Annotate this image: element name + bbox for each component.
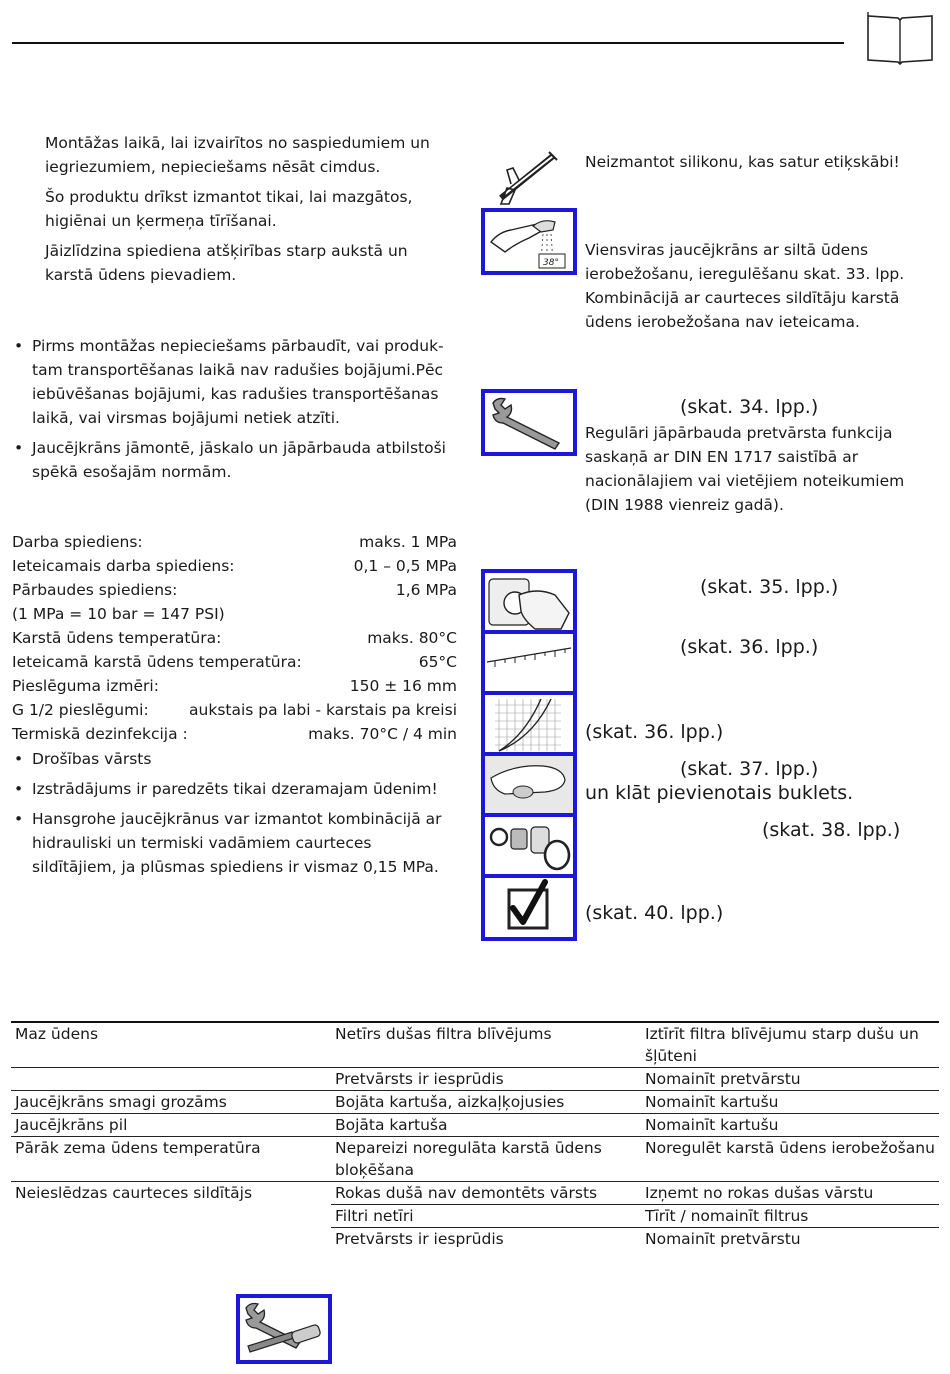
table-row: Pretvārsts ir iesprūdis Nomainīt pretvārstu — [11, 1068, 939, 1091]
intro-gloves: Montāžas laikā, lai izvairītos no saspiedumiem un iegriezumiem, nepieciešams nēsāt cimdus. — [45, 134, 430, 176]
intro-usage: Šo produktu drīkst izmantot tikai, lai mazgātos, higiēnai un ķermeņa tīrīšanai. — [45, 188, 413, 230]
flow-chart-icon — [481, 691, 577, 758]
spec-table — [12, 530, 457, 746]
ref-36-b: (skat. 36. lpp.) — [585, 721, 724, 743]
checkmark-icon — [481, 874, 577, 941]
safety-bullets — [12, 334, 457, 484]
hand-turning-icon — [481, 569, 577, 636]
table-row: Pārāk zema ūdens temperatūra Nepareizi noregulāta karstā ūdens bloķēšana Noregulēt karstā ūdens ierobežošanu — [11, 1137, 939, 1182]
table-row: Maz ūdens Netīrs dušas filtra blīvējums Iztīrīt filtra blīvējumu starp dušu un šļūteni — [11, 1023, 939, 1068]
booklet-note: un klāt pievienotais buklets. — [585, 782, 854, 804]
spec-row: Ieteicamais darba spiediens: 0,1 – 0,5 MPa — [12, 557, 457, 575]
table-row: Jaucējkrāns smagi grozāms Bojāta kartuša, aizkaļķojusies Nomainīt kartušu — [11, 1091, 939, 1114]
spec-row: Termiskā dezinfekcija : maks. 70°C / 4 min — [12, 725, 457, 743]
bullet-inspect: • Pirms montāžas nepieciešams pārbaudīt, vai produk-tam transportēšanas laikā nav radušies bojājumi.Pēc iebūvēšanas bojājumi, kas radušies transportēšanas laikā, vai virsmas bojājumi netiek atzīti. — [12, 334, 457, 430]
table-row: Neieslēdzas caurteces sildītājs Rokas dušā nav demontēts vārsts Izņemt no rokas dušas vārstu — [11, 1182, 939, 1205]
ref-40: (skat. 40. lpp.) — [585, 902, 724, 924]
intro-paragraphs — [45, 131, 455, 287]
ref-36-a: (skat. 36. lpp.) — [680, 636, 819, 658]
hand-cleaning-icon — [481, 752, 577, 819]
wrench-icon — [481, 389, 577, 456]
ref-37: (skat. 37. lpp.) — [680, 758, 819, 780]
intro-pressure: Jāizlīdzina spiediena atšķirības starp aukstā un karstā ūdens pievadiem. — [45, 242, 408, 284]
silicone-warning: Neizmantot silikonu, kas satur etiķskābi! — [585, 153, 900, 171]
valve-check-note: Regulāri jāpārbauda pretvārsta funkcija saskaņā ar DIN EN 1717 saistībā ar nacionālajiem vai vietējiem noteikumiem (DIN 1988 vienreiz gadā). — [585, 424, 905, 514]
bullet-install: • Jaucējkrāns jāmontē, jāskalo un jāpārbauda atbilstoši spēkā esošajām normām. — [12, 436, 457, 484]
shower-temperature-icon — [481, 208, 577, 275]
ref-35: (skat. 35. lpp.) — [700, 576, 839, 598]
limiter-note: Viensviras jaucējkrāns ar siltā ūdens ierobežošanu, ieregulēšanu skat. 33. lpp. Kombinācijā ar caurteces sildītāju karstā ūdens ierobežošana nav ieteicama. — [585, 241, 905, 331]
silicone-gun-icon — [493, 150, 559, 206]
table-row: Filtri netīri Tīrīt / nomainīt filtrus — [11, 1205, 939, 1228]
temperature-label: 38° — [543, 258, 559, 268]
bullet-safety-valve: • Drošības vārsts — [12, 747, 457, 771]
table-row: Pretvārsts ir iesprūdis Nomainīt pretvārstu — [335, 1230, 801, 1248]
bullet-heaters: • Hansgrohe jaucējkrānus var izmantot kombinācijā ar hidrauliski un termiski vadāmiem caurteces sildītājiem, ja plūsmas spiediens ir vismaz 0,15 MPa. — [12, 807, 457, 879]
ref-38: (skat. 38. lpp.) — [762, 819, 901, 841]
trouble-table — [11, 1023, 939, 1250]
header-rule — [12, 42, 844, 44]
bullet-drinking-water: • Izstrādājums ir paredzēts tikai dzeramajam ūdenim! — [12, 777, 457, 801]
spec-row: Darba spiediens: maks. 1 MPa — [12, 533, 457, 551]
open-book-icon — [866, 10, 934, 66]
tools-icon — [236, 1294, 332, 1364]
table-row: Jaucējkrāns pil Bojāta kartuša Nomainīt kartušu — [11, 1114, 939, 1137]
spec-row: Karstā ūdens temperatūra: maks. 80°C — [12, 629, 457, 647]
spec-row: Pārbaudes spiediens: 1,6 MPa — [12, 581, 457, 599]
spec-row: (1 MPa = 10 bar = 147 PSI) — [12, 605, 225, 623]
aerator-parts-icon — [481, 813, 577, 880]
spec-bullets — [12, 747, 457, 879]
ruler-icon — [481, 630, 577, 697]
troubleshooting-table — [11, 1021, 939, 1250]
spec-row: G 1/2 pieslēgumi: aukstais pa labi - karstais pa kreisi — [12, 701, 457, 719]
spec-row: Ieteicamā karstā ūdens temperatūra: 65°C — [12, 653, 457, 671]
ref-34: (skat. 34. lpp.) — [680, 396, 819, 418]
spec-row: Pieslēguma izmēri: 150 ± 16 mm — [12, 677, 457, 695]
